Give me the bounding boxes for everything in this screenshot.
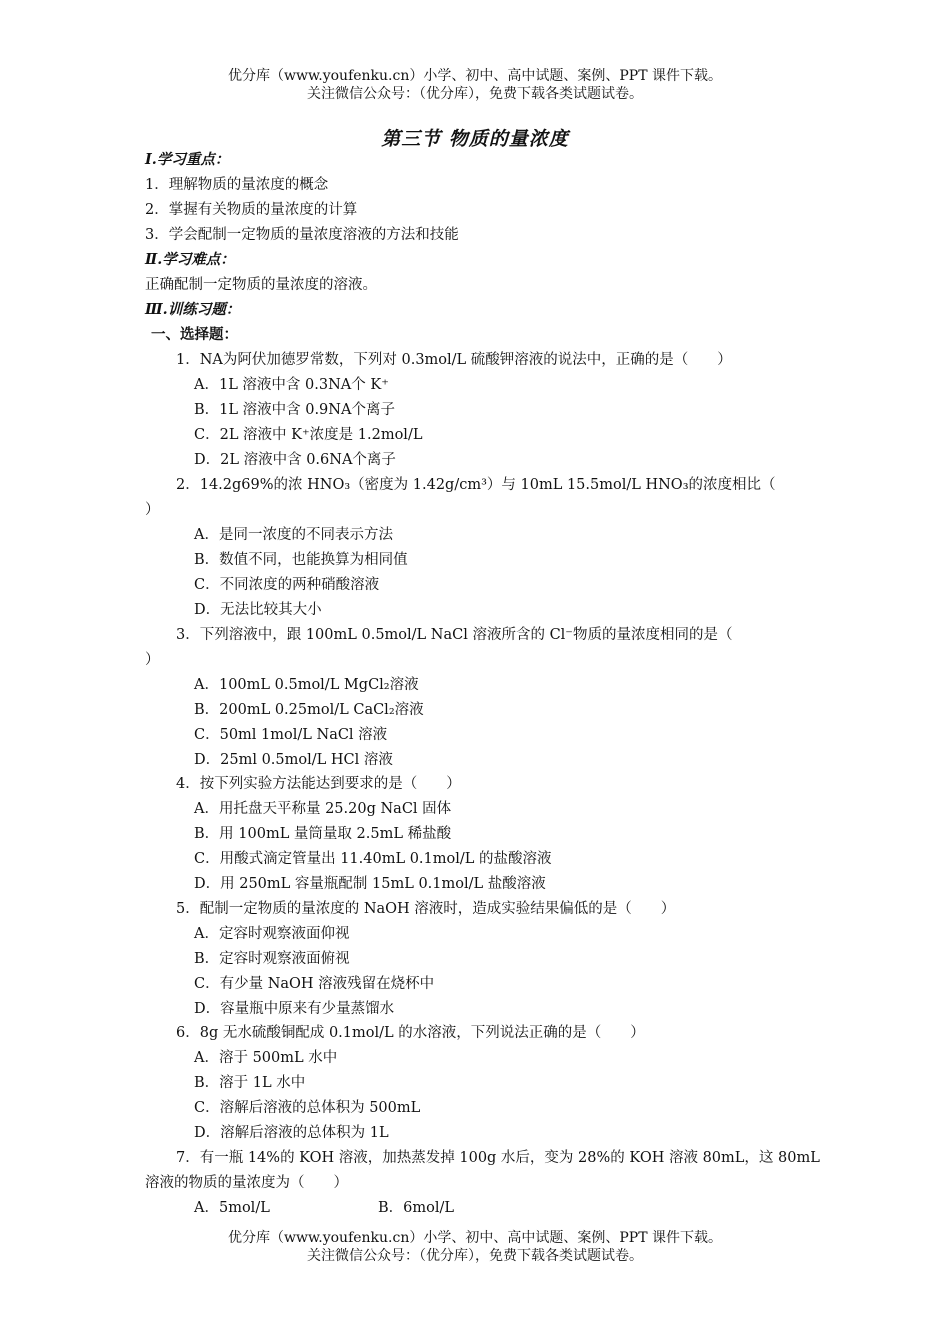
- page-title: 第三节 物质的量浓度: [381, 128, 569, 150]
- question-1-option-c: C．2L 溶液中 K⁺浓度是 1.2mol/L: [194, 427, 423, 443]
- question-5-stem: 5．配制一定物质的量浓度的 NaOH 溶液时，造成实验结果偏低的是（ ）: [176, 901, 676, 917]
- question-3-stem: 3．下列溶液中，跟 100mL 0.5mol/L NaCl 溶液所含的 Cl⁻物质的量浓度相同的是（: [176, 627, 733, 643]
- key-point-2: 2．掌握有关物质的量浓度的计算: [145, 202, 358, 218]
- question-6-option-b: B．溶于 1L 水中: [194, 1075, 306, 1091]
- question-1-stem: 1．NA为阿伏加德罗常数，下列对 0.3mol/L 硫酸钾溶液的说法中，正确的是（ ）: [176, 352, 732, 368]
- section-3-heading: Ⅲ.训练习题：: [145, 301, 241, 318]
- question-3-option-b: B．200mL 0.25mol/L CaCl₂溶液: [194, 702, 424, 718]
- question-4-option-b: B．用 100mL 量筒量取 2.5mL 稀盐酸: [194, 826, 452, 842]
- question-4-option-a: A．用托盘天平称量 25.20g NaCl 固体: [194, 801, 452, 817]
- question-2-option-c: C．不同浓度的两种硝酸溶液: [194, 577, 380, 593]
- question-7-option-b: B．6mol/L: [378, 1200, 455, 1216]
- question-1-option-d: D．2L 溶液中含 0.6NA个离子: [194, 452, 396, 468]
- question-1-option-a: A．1L 溶液中含 0.3NA个 K⁺: [194, 377, 389, 393]
- question-3-stem-continued: ）: [145, 652, 160, 668]
- question-5-option-b: B．定容时观察液面俯视: [194, 951, 350, 967]
- question-2-stem: 2．14.2g69%的浓 HNO₃（密度为 1.42g/cm³）与 10mL 15.5mol/L HNO₃的浓度相比（: [176, 477, 776, 493]
- key-point-1: 1．理解物质的量浓度的概念: [145, 177, 329, 193]
- question-4-option-c: C．用酸式滴定管量出 11.40mL 0.1mol/L 的盐酸溶液: [194, 851, 552, 867]
- page-header-line-1: 优分库（www.youfenku.cn）小学、初中、高中试题、案例、PPT 课件下载。: [227, 68, 722, 84]
- question-6-option-d: D．溶解后溶液的总体积为 1L: [194, 1125, 389, 1141]
- key-point-3: 3．学会配制一定物质的量浓度溶液的方法和技能: [145, 227, 459, 243]
- question-2-option-a: A．是同一浓度的不同表示方法: [194, 527, 393, 543]
- question-2-stem-continued: ）: [145, 502, 160, 518]
- section-1-heading: Ⅰ.学习重点：: [145, 151, 230, 168]
- question-4-stem: 4．按下列实验方法能达到要求的是（ ）: [176, 776, 461, 792]
- choice-questions-heading: 一、选择题：: [151, 326, 238, 343]
- question-3-option-c: C．50ml 1mol/L NaCl 溶液: [194, 727, 388, 743]
- question-4-option-d: D．用 250mL 容量瓶配制 15mL 0.1mol/L 盐酸溶液: [194, 876, 546, 892]
- page-footer-line-1: 优分库（www.youfenku.cn）小学、初中、高中试题、案例、PPT 课件下载。: [227, 1230, 722, 1246]
- question-6-stem: 6．8g 无水硫酸铜配成 0.1mol/L 的水溶液，下列说法正确的是（ ）: [176, 1025, 645, 1041]
- question-5-option-a: A．定容时观察液面仰视: [194, 926, 350, 942]
- page-header-line-2: 关注微信公众号：（优分库），免费下载各类试题试卷。: [307, 86, 643, 102]
- question-2-option-d: D．无法比较其大小: [194, 602, 322, 618]
- question-7-option-a: A．5mol/L: [194, 1200, 270, 1216]
- section-2-heading: Ⅱ.学习难点：: [145, 251, 235, 268]
- question-5-option-d: D．容量瓶中原来有少量蒸馏水: [194, 1001, 395, 1017]
- question-7-stem: 7．有一瓶 14%的 KOH 溶液，加热蒸发掉 100g 水后，变为 28%的 KOH 溶液 80mL，这 80mL: [176, 1150, 820, 1166]
- question-6-option-a: A．溶于 500mL 水中: [194, 1050, 338, 1066]
- difficulty-text: 正确配制一定物质的量浓度的溶液。: [145, 277, 377, 293]
- question-6-option-c: C．溶解后溶液的总体积为 500mL: [194, 1100, 421, 1116]
- question-7-stem-continued: 溶液的物质的量浓度为（ ）: [145, 1175, 348, 1191]
- question-5-option-c: C．有少量 NaOH 溶液残留在烧杯中: [194, 976, 435, 992]
- question-3-option-d: D．25ml 0.5mol/L HCl 溶液: [194, 752, 393, 768]
- question-2-option-b: B．数值不同，也能换算为相同值: [194, 552, 408, 568]
- question-1-option-b: B．1L 溶液中含 0.9NA个离子: [194, 402, 395, 418]
- page-footer-line-2: 关注微信公众号：（优分库），免费下载各类试题试卷。: [307, 1248, 643, 1264]
- question-3-option-a: A．100mL 0.5mol/L MgCl₂溶液: [194, 677, 419, 693]
